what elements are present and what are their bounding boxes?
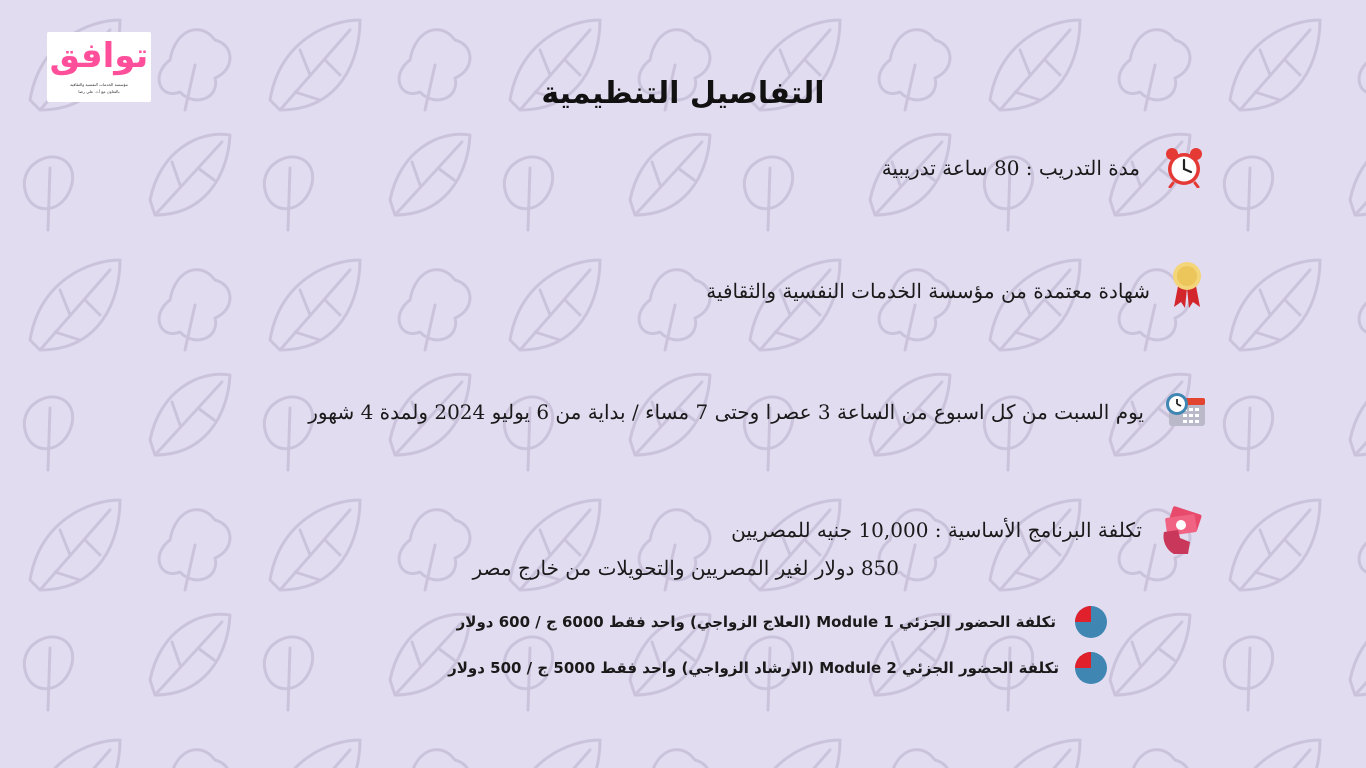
page-title: التفاصيل التنظيمية	[541, 76, 825, 111]
foreign-cost-text: 850 دولار لغير المصريين والتحويلات من خارج مصر	[472, 556, 899, 580]
schedule-text: يوم السبت من كل اسبوع من الساعة 3 عصرا وحتى 7 مساء / بداية من 6 يوليو 2024 ولمدة 4 شهور	[308, 400, 1144, 424]
money-hand-icon	[1158, 506, 1204, 558]
quarter-pie-icon	[1074, 651, 1108, 685]
certificate-text: شهادة معتمدة من مؤسسة الخدمات النفسية والثقافية	[706, 279, 1150, 303]
training-duration-text: مدة التدريب : 80 ساعة تدريبية	[881, 156, 1140, 180]
calendar-clock-icon	[1165, 390, 1207, 428]
brand-logo	[47, 32, 151, 102]
quarter-pie-icon	[1074, 605, 1108, 639]
logo-tagline-2: بالتعاون مع أ.د. علي رضا	[78, 89, 120, 94]
logo-wordmark	[47, 34, 151, 78]
module-2-cost-text: تكلفة الحضور الجزئي Module 2 (الارشاد الزواجي) واحد فقط 5000 ج / 500 دولار	[448, 659, 1059, 677]
module-1-cost-text: تكلفة الحضور الجزئي Module 1 (العلاج الزواجي) واحد فقط 6000 ج / 600 دولار	[456, 613, 1056, 631]
medal-icon	[1170, 260, 1204, 310]
alarm-clock-icon	[1163, 146, 1205, 188]
logo-tagline: مؤسسة الخدمات النفسية والثقافية	[70, 82, 128, 87]
logo-wordmark-text: توافق	[49, 36, 149, 76]
base-cost-text: تكلفة البرنامج الأساسية : 10,000 جنيه للمصريين	[731, 518, 1142, 542]
